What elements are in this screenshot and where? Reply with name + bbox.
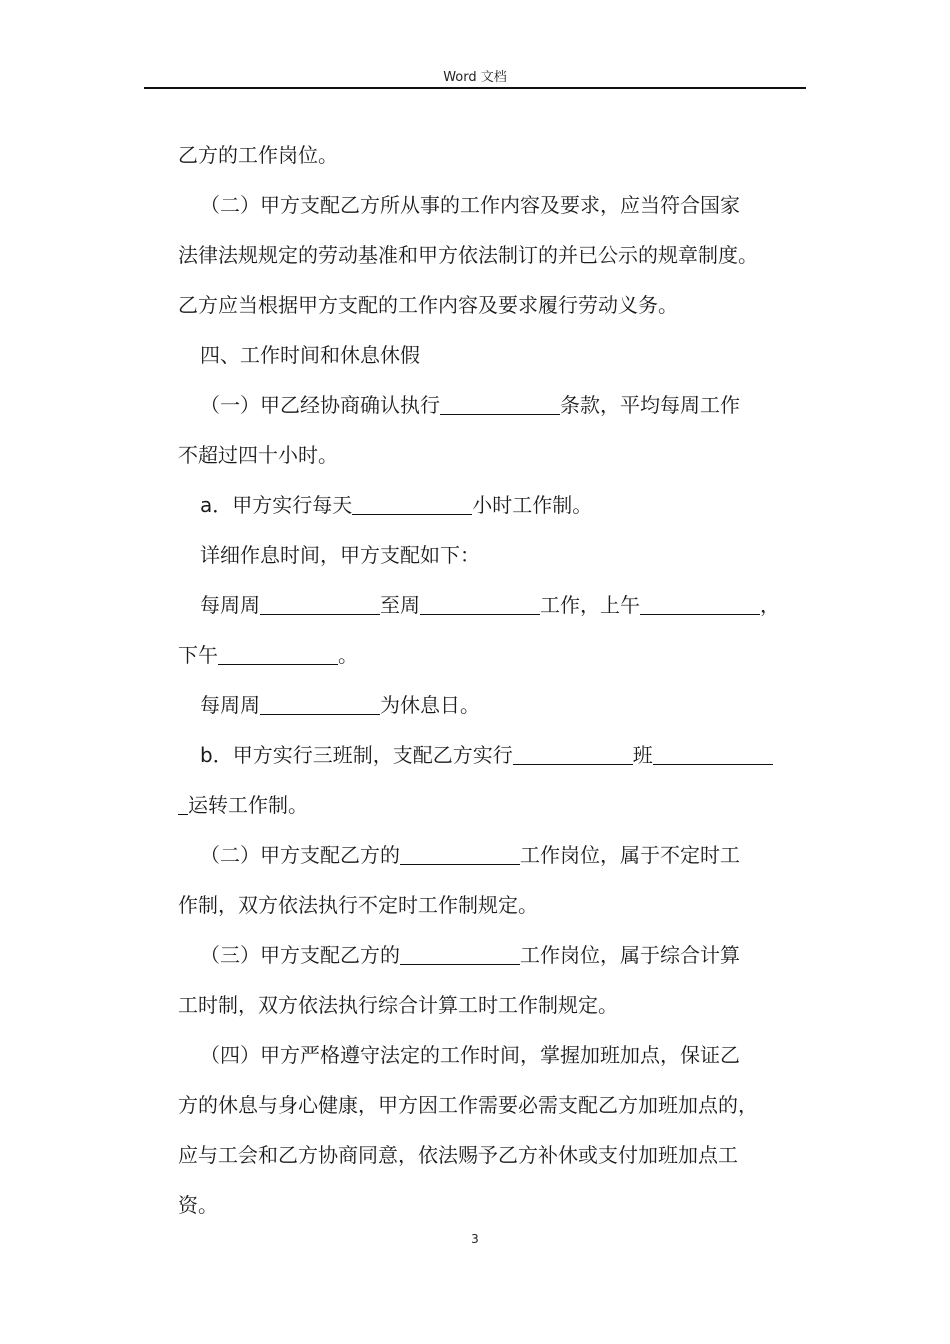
text: ， [760, 593, 780, 617]
paragraph-line [178, 880, 818, 930]
text: 法律法规规定的劳动基准和甲方依法制订的并已公示的规章制度。 [178, 243, 758, 267]
paragraph-line [178, 280, 818, 330]
text: 班 [632, 743, 653, 767]
text: 方的休息与身心健康，甲方因工作需要必需支配乙方加班加点的， [178, 1093, 758, 1117]
paragraph-line [178, 730, 818, 780]
fill-in-blank[interactable] [178, 794, 188, 815]
paragraph-line [178, 380, 818, 430]
fill-in-blank[interactable] [420, 594, 540, 615]
paragraph-line [178, 1030, 818, 1080]
paragraph-line [178, 230, 818, 280]
text: 作制，双方依法执行不定时工作制规定。 [178, 893, 538, 917]
fill-in-blank[interactable] [352, 494, 472, 515]
paragraph-line [178, 830, 818, 880]
page-number: 3 [471, 1232, 479, 1246]
text: （四）甲方严格遵守法定的工作时间，掌握加班加点，保证乙 [200, 1043, 740, 1067]
text: 不超过四十小时。 [178, 443, 338, 467]
text: 工时制，双方依法执行综合计算工时工作制规定。 [178, 993, 618, 1017]
text: 下午 [178, 643, 218, 667]
paragraph-line [178, 530, 818, 580]
text: a．甲方实行每天 [200, 493, 353, 517]
fill-in-blank[interactable] [440, 394, 560, 415]
paragraph-line [178, 130, 818, 180]
fill-in-blank[interactable] [513, 744, 633, 765]
text: 为休息日。 [380, 693, 480, 717]
fill-in-blank[interactable] [260, 694, 380, 715]
paragraph-line [178, 630, 818, 680]
fill-in-blank[interactable] [400, 844, 520, 865]
text: b．甲方实行三班制，支配乙方实行 [200, 743, 513, 767]
text: 小时工作制。 [472, 493, 593, 517]
paragraph-line [178, 430, 818, 480]
section-heading [178, 330, 818, 380]
fill-in-blank[interactable] [400, 944, 520, 965]
text: 详细作息时间，甲方支配如下： [200, 543, 480, 567]
page-header-title: Word 文档 [443, 70, 507, 85]
text: （一）甲乙经协商确认执行 [200, 393, 440, 417]
text: 资。 [178, 1193, 218, 1217]
paragraph-line [178, 780, 818, 830]
text: 工作，上午 [540, 593, 640, 617]
text: （二）甲方支配乙方所从事的工作内容及要求，应当符合国家 [200, 193, 740, 217]
paragraph-line [178, 980, 818, 1030]
paragraph-line [178, 1130, 818, 1180]
text: 至周 [380, 593, 420, 617]
text: 条款，平均每周工作 [560, 393, 740, 417]
text: 工作岗位，属于不定时工 [520, 843, 740, 867]
text: 四、工作时间和休息休假 [200, 343, 420, 367]
paragraph-line [178, 580, 818, 630]
fill-in-blank[interactable] [653, 744, 773, 765]
text: 乙方的工作岗位。 [178, 143, 338, 167]
text: 。 [338, 643, 358, 667]
text: 乙方应当根据甲方支配的工作内容及要求履行劳动义务。 [178, 293, 678, 317]
paragraph-line [178, 1180, 818, 1230]
text: 工作岗位，属于综合计算 [520, 943, 740, 967]
text: 运转工作制。 [188, 793, 308, 817]
header-rule [144, 87, 806, 89]
paragraph-line [178, 680, 818, 730]
text: 应与工会和乙方协商同意，依法赐予乙方补休或支付加班加点工 [178, 1143, 738, 1167]
text: 每周周 [200, 693, 260, 717]
text: 每周周 [200, 593, 260, 617]
document-body [178, 130, 818, 1230]
fill-in-blank[interactable] [260, 594, 380, 615]
fill-in-blank[interactable] [218, 644, 338, 665]
text: （二）甲方支配乙方的 [200, 843, 400, 867]
paragraph-line [178, 180, 818, 230]
paragraph-line [178, 1080, 818, 1130]
paragraph-line [178, 930, 818, 980]
text: （三）甲方支配乙方的 [200, 943, 400, 967]
fill-in-blank[interactable] [640, 594, 760, 615]
paragraph-line [178, 480, 818, 530]
